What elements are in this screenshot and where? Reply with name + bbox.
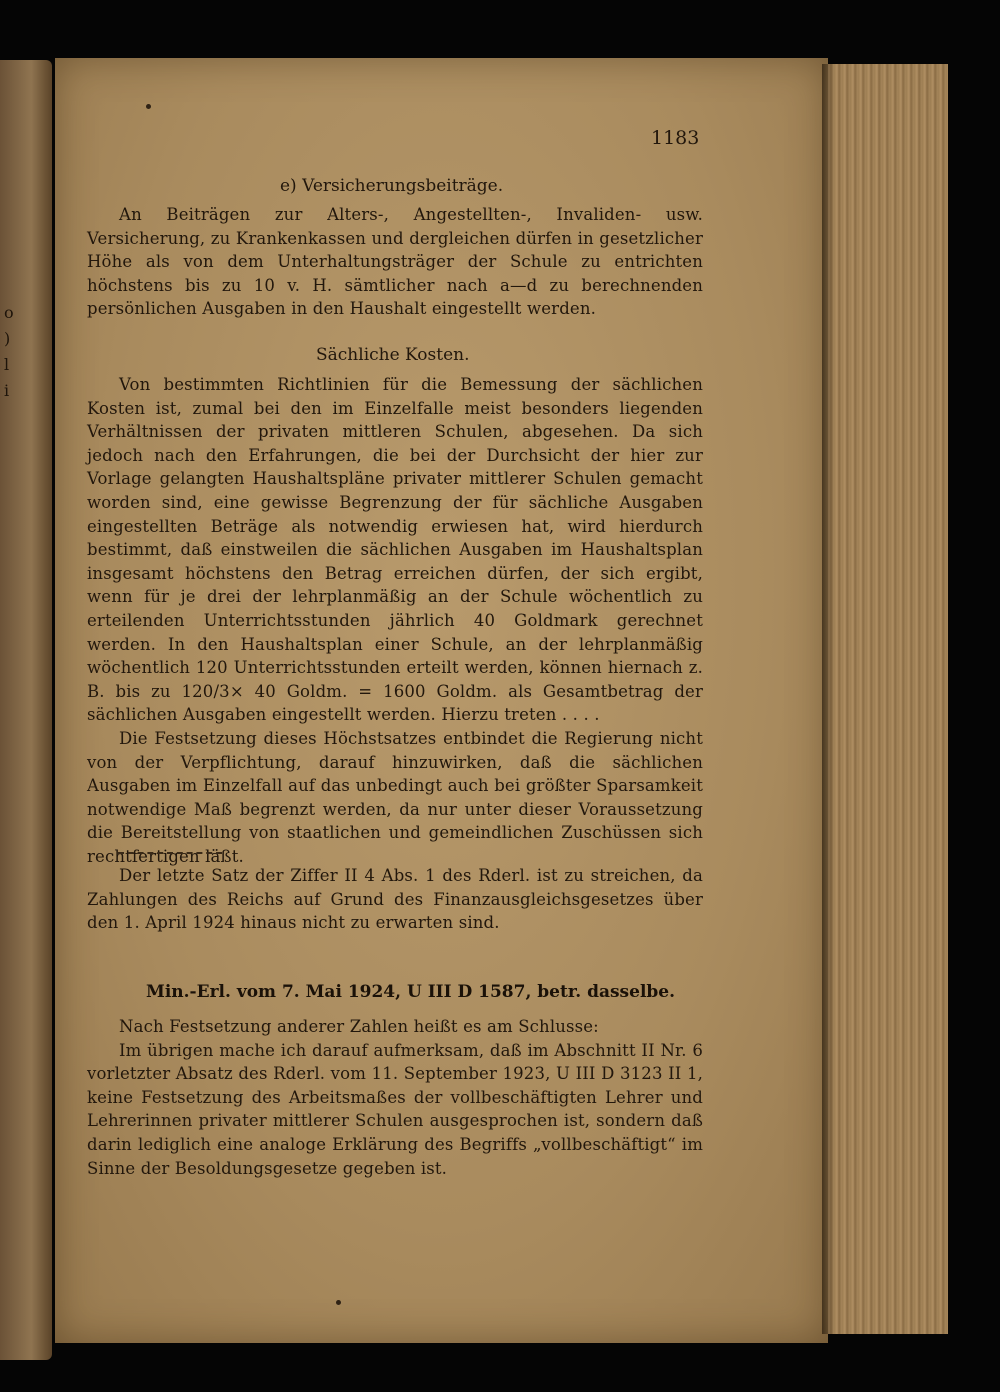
page-number: 1183	[651, 127, 700, 149]
page-edge-shadow	[822, 64, 834, 1334]
fragment: o	[4, 303, 14, 322]
material-costs-section	[87, 373, 703, 868]
decree-paragraph-2: Im übrigen mache ich darauf aufmerksam, daß im Abschnitt II Nr. 6 vorletzter Absatz des Rderl. vom 11. September 1923, U III D 3123 II 1, keine Festsetzung des Arbeitsmaßes der vollbeschäftigten Lehrer und Lehrerinnen privater mittlerer Schulen ausgesprochen ist, sondern daß darin lediglich eine analoge Erklärung des Begriffs „vollbeschäftigt“ im Sinne der Besoldungsgesetze gegeben ist.	[87, 1040, 703, 1178]
left-page-edge	[0, 60, 52, 1360]
decree-heading: Min.-Erl. vom 7. Mai 1924, U III D 1587, betr. dasselbe.	[146, 982, 676, 1002]
material-paragraph-3: Der letzte Satz der Ziffer II 4 Abs. 1 des Rderl. ist zu streichen, da Zahlungen des Reichs auf Grund des Finanzausgleichsgesetzes über den 1. April 1924 hinaus nicht zu erwarten sind.	[87, 866, 703, 933]
fragment: l	[4, 355, 10, 374]
book-page-edges	[826, 64, 948, 1334]
insurance-paragraph	[87, 203, 703, 321]
section-divider	[118, 852, 222, 854]
material-paragraph-2: Die Festsetzung dieses Höchstsatzes entbindet die Regierung nicht von der Verpflichtung, darauf hinzuwirken, daß die sächlichen Ausgaben im Einzelfall auf das unbedingt auch bei größter Sparsamkeit notwendige Maß begrenzt werden, da nur unter dieser Voraussetzung die Bereitstellung von staatlichen und gemeindlichen Zuschüssen sich rechtfertigen läßt.	[87, 728, 703, 866]
insurance-text: An Beiträgen zur Alters-, Angestellten-, Invaliden- usw. Versicherung, zu Krankenkassen und dergleichen dürfen in gesetzlicher Höhe als von dem Unterhaltungsträger der Schule zu entrichten höchstens bis zu 10 v. H. sämtlicher nach a—d zu berechnenden persönlichen Ausgaben in den Haushalt eingestellt werden.	[87, 205, 703, 319]
material-costs-heading: Sächliche Kosten.	[316, 345, 470, 365]
left-page-fragments	[4, 300, 14, 404]
fragment: )	[4, 329, 11, 348]
amendment-section	[87, 864, 703, 935]
material-paragraph-1: Von bestimmten Richtlinien für die Bemessung der sächlichen Kosten ist, zumal bei den im Einzelfalle meist besonders liegenden Verhältnissen der privaten mittleren Schulen, abgesehen. Da sich jedoch nach den Erfahrungen, die bei der Durchsicht der hier zur Vorlage gelangten Haushaltspläne privater mittlerer Schulen gemacht worden sind, eine gewisse Begrenzung der für sächliche Ausgaben eingestellten Beträge als notwendig erwiesen hat, wird hierdurch bestimmt, daß einstweilen die sächlichen Ausgaben im Haushaltsplan insgesamt höchstens den Betrag erreichen dürfen, der sich ergibt, wenn für je drei der lehrplanmäßig an der Schule wöchentlich zu erteilenden Unterrichtsstunden jährlich 40 Goldmark gerechnet werden. In den Haushaltsplan einer Schule, an der lehrplanmäßig wöchentlich 120 Unterrichtsstunden erteilt werden, können hiernach z. B. bis zu 120/3× 40 Goldm. = 1600 Goldm. als Gesamtbetrag der sächlichen Ausgaben eingestellt werden. Hierzu treten . . . .	[87, 375, 703, 725]
paper-speck	[146, 104, 151, 109]
insurance-heading: e) Versicherungsbeiträge.	[280, 176, 504, 196]
decree-paragraph-1: Nach Festsetzung anderer Zahlen heißt es am Schlusse:	[119, 1017, 599, 1036]
decree-section	[87, 1015, 703, 1180]
paper-speck	[336, 1300, 341, 1305]
fragment: i	[4, 381, 10, 400]
